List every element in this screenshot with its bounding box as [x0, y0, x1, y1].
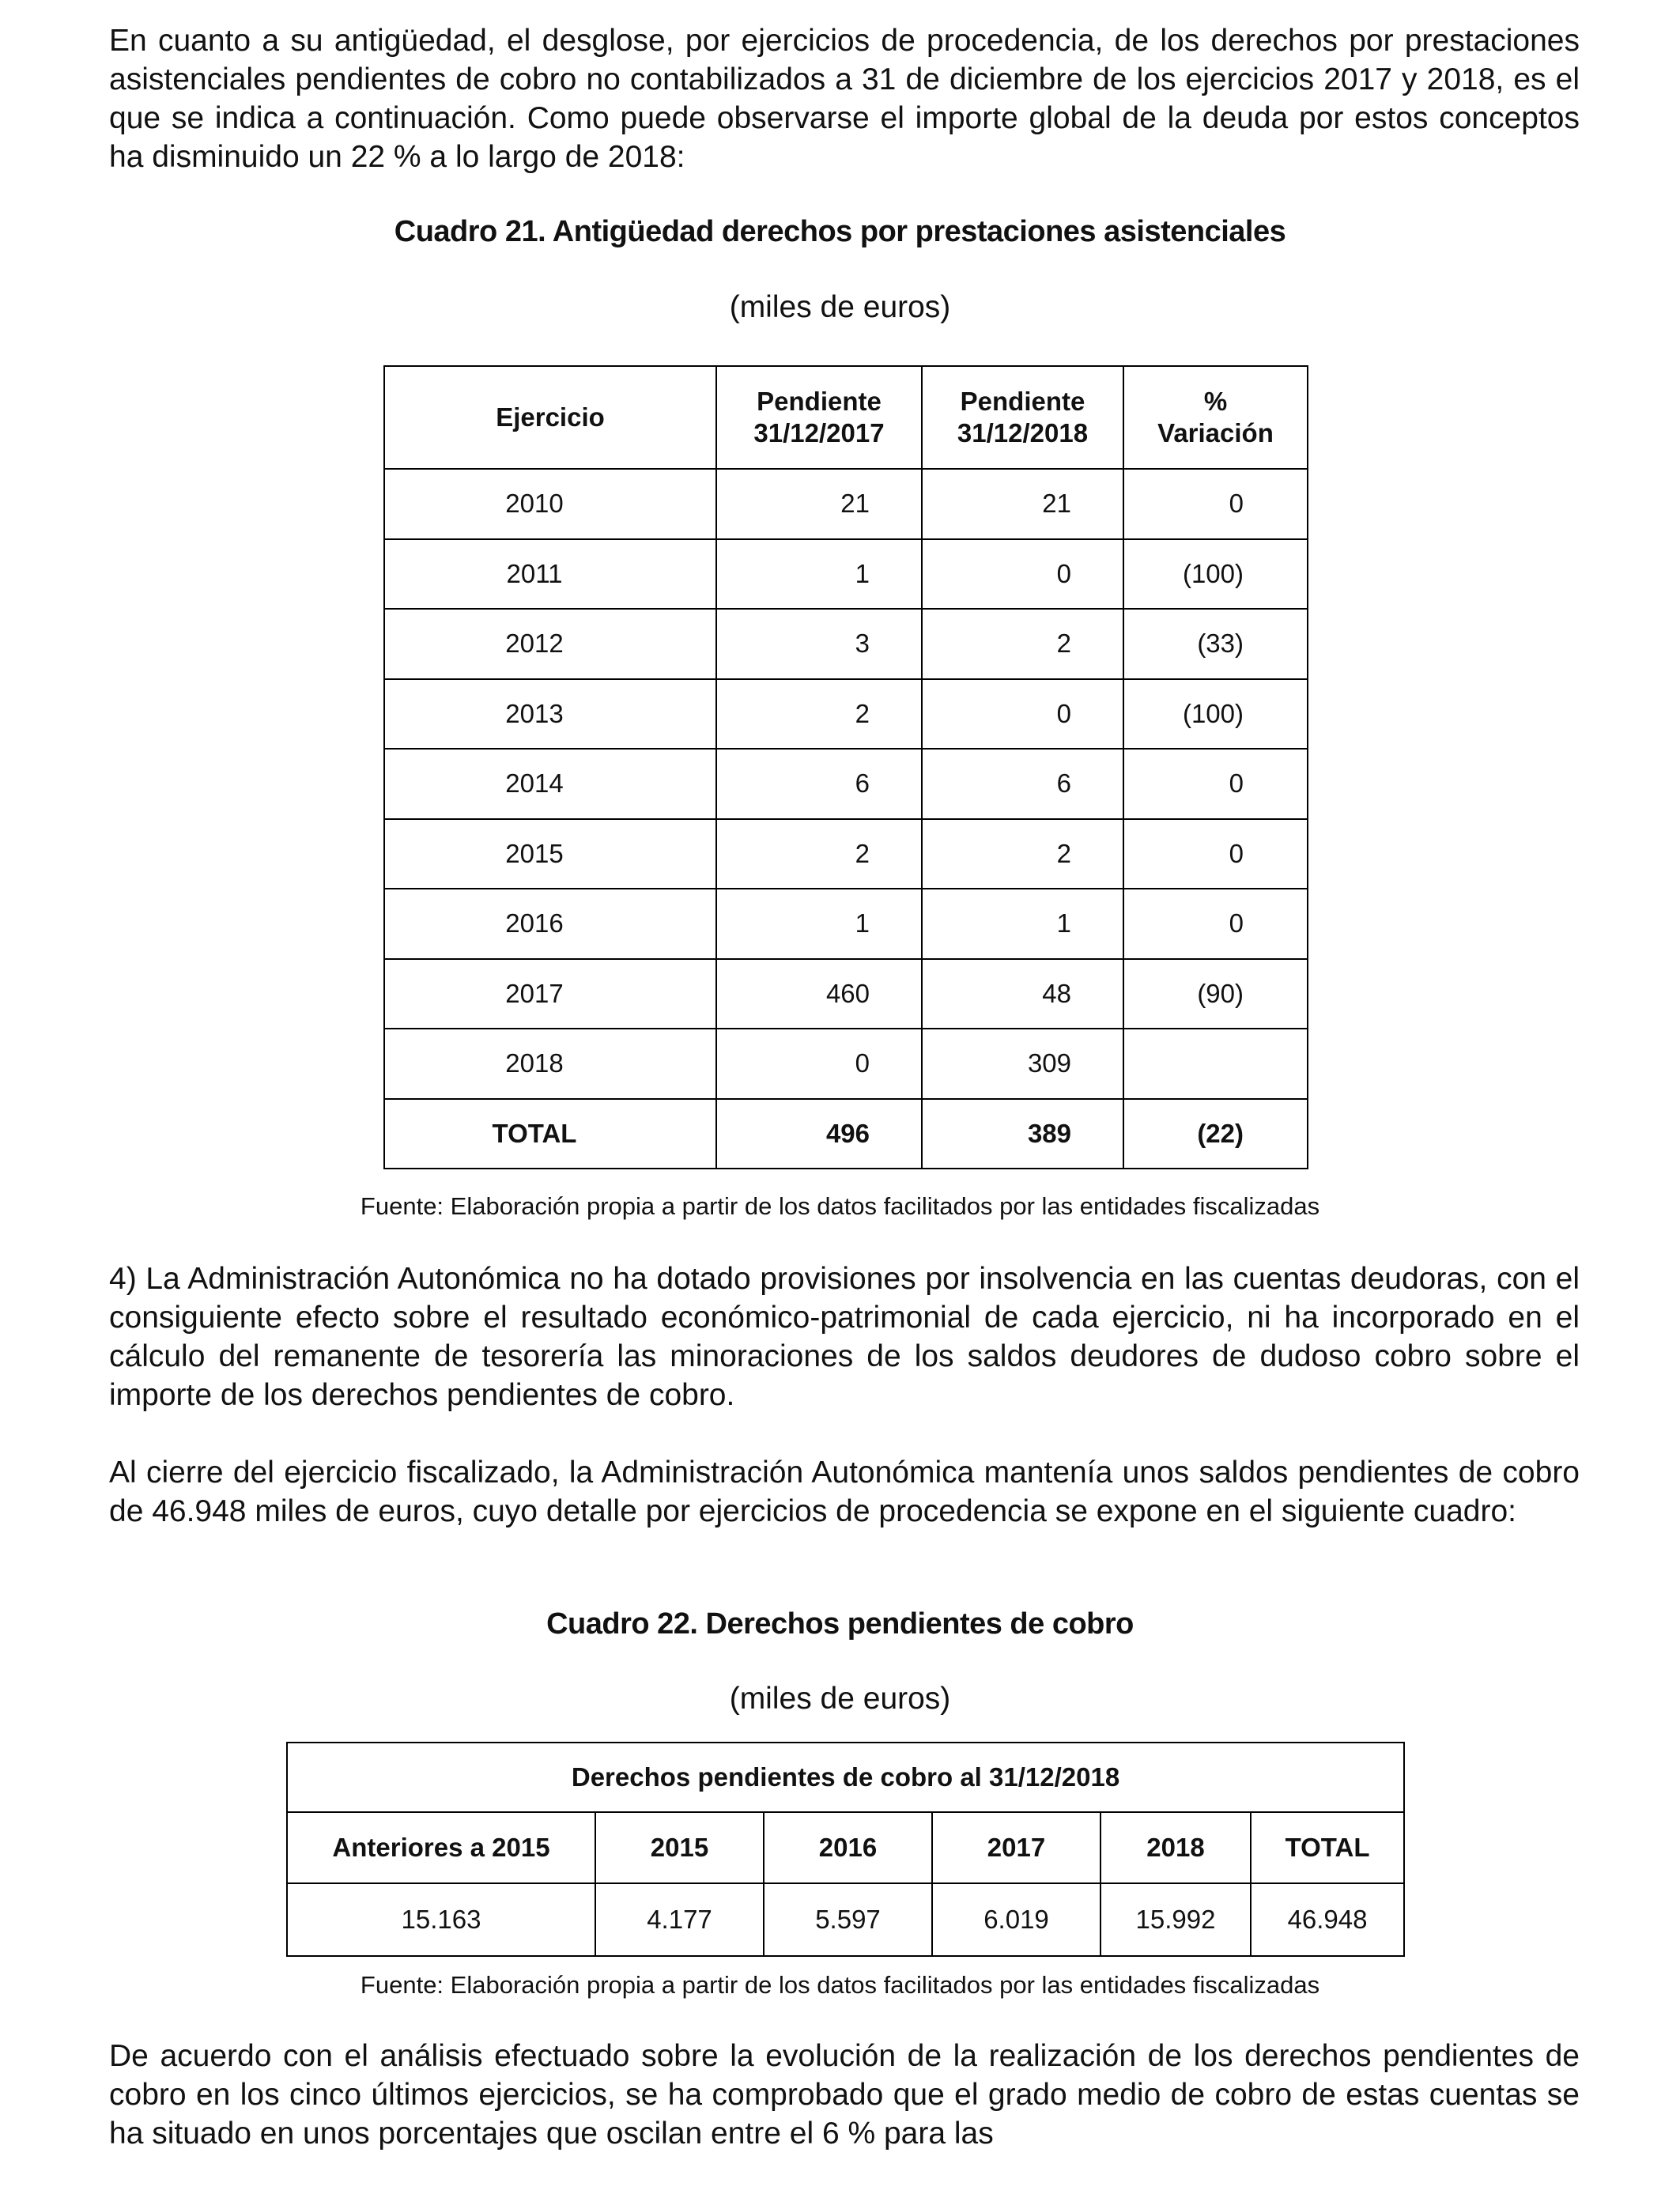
cell-variacion: 0 [1123, 749, 1308, 819]
header-pendiente-2017-line2: 31/12/2017 [753, 418, 885, 447]
cell-year: 2017 [384, 959, 716, 1029]
table-row [384, 819, 1308, 889]
cell-pendiente-2018: 21 [922, 469, 1123, 539]
cell-pendiente-2017: 460 [716, 959, 922, 1029]
cell-pendiente-2018: 2 [922, 819, 1123, 889]
header-variacion [1123, 366, 1308, 469]
cell-pendiente-2018: 309 [922, 1029, 1123, 1099]
cell-pendiente-2017: 2 [716, 679, 922, 750]
cell-2016: 5.597 [764, 1883, 932, 1956]
header-variacion-line2: Variación [1157, 418, 1274, 447]
cell-pendiente-2017: 21 [716, 469, 922, 539]
table-row [384, 959, 1308, 1029]
table22-group-header-row [287, 1743, 1404, 1812]
cell-pendiente-2018: 0 [922, 679, 1123, 750]
header-pendiente-2017 [716, 366, 922, 469]
cell-pendiente-2018: 48 [922, 959, 1123, 1029]
header-pendiente-2018-line1: Pendiente [960, 387, 1085, 416]
cell-total-variacion: (22) [1123, 1099, 1308, 1169]
cell-pendiente-2017: 0 [716, 1029, 922, 1099]
cell-total: 46.948 [1251, 1883, 1404, 1956]
cell-total-label: TOTAL [384, 1099, 716, 1169]
table-row [287, 1883, 1404, 1956]
cell-2018: 15.992 [1100, 1883, 1251, 1956]
cell-year: 2018 [384, 1029, 716, 1099]
table-row [384, 609, 1308, 679]
cell-variacion [1123, 1029, 1308, 1099]
table21-source: Fuente: Elaboración propia a partir de los datos facilitados por las entidades fiscalizadas [360, 1192, 1320, 1220]
intro-paragraph: En cuanto a su antigüedad, el desglose, por ejercicios de procedencia, de los derechos por prestaciones asistenciales pendientes de cobro no contabilizados a 31 de diciembre de los ejercicios 2017 y 2018, es el que se indica a continuación. Como puede observarse el importe global de la deuda por estos conceptos ha disminuido un 22 % a lo largo de 2018: [109, 24, 1580, 174]
cell-pendiente-2017: 1 [716, 539, 922, 610]
header-ejercicio [384, 366, 716, 469]
cell-year: 2011 [384, 539, 716, 610]
cell-pendiente-2017: 1 [716, 889, 922, 959]
cell-variacion: (100) [1123, 539, 1308, 610]
table-row [384, 749, 1308, 819]
cell-pendiente-2018: 6 [922, 749, 1123, 819]
table21-units: (miles de euros) [729, 290, 951, 324]
cell-year: 2012 [384, 609, 716, 679]
header-2018: 2018 [1100, 1812, 1251, 1883]
header-pendiente-2018 [922, 366, 1123, 469]
header-total: TOTAL [1251, 1812, 1404, 1883]
table-row [384, 1029, 1308, 1099]
table21-total-row [384, 1099, 1308, 1169]
header-anteriores-2015: Anteriores a 2015 [287, 1812, 595, 1883]
cell-anteriores-2015: 15.163 [287, 1883, 595, 1956]
cell-pendiente-2018: 1 [922, 889, 1123, 959]
table21-caption: Cuadro 21. Antigüedad derechos por prestaciones asistenciales [394, 215, 1286, 248]
cell-pendiente-2018: 2 [922, 609, 1123, 679]
analysis-paragraph: De acuerdo con el análisis efectuado sobre la evolución de la realización de los derechos pendientes de cobro en los cinco últimos ejercicios, se ha comprobado que el grado medio de cobro de estas cuentas se ha situado en unos porcentajes que oscilan entre el 6 % para las [109, 2039, 1580, 2151]
cell-2015: 4.177 [595, 1883, 764, 1956]
provisions-paragraph: 4) La Administración Autonómica no ha dotado provisiones por insolvencia en las cuentas deudoras, con el consiguiente efecto sobre el resultado económico-patrimonial de cada ejercicio, ni ha incorporado en el cálculo del remanente de tesorería las minoraciones de los saldos deudores de dudoso cobro sobre el importe de los derechos pendientes de cobro. [109, 1262, 1580, 1412]
header-pendiente-2018-line2: 31/12/2018 [957, 418, 1089, 447]
table22-group-header: Derechos pendientes de cobro al 31/12/2018 [287, 1743, 1404, 1812]
table-row [384, 889, 1308, 959]
cell-year: 2013 [384, 679, 716, 750]
header-2017: 2017 [932, 1812, 1100, 1883]
table22-caption: Cuadro 22. Derechos pendientes de cobro [546, 1607, 1134, 1641]
table22-source: Fuente: Elaboración propia a partir de los datos facilitados por las entidades fiscalizadas [360, 1971, 1320, 1999]
cell-variacion: (33) [1123, 609, 1308, 679]
table-row [384, 539, 1308, 610]
table21-header-row [384, 366, 1308, 469]
table22-header-row [287, 1812, 1404, 1883]
balances-paragraph: Al cierre del ejercicio fiscalizado, la Administración Autonómica mantenía unos saldos pendientes de cobro de 46.948 miles de euros, cuyo detalle por ejercicios de procedencia se expone en el siguiente cuadro: [109, 1456, 1580, 1528]
cell-pendiente-2017: 3 [716, 609, 922, 679]
cell-2017: 6.019 [932, 1883, 1100, 1956]
cell-variacion: 0 [1123, 469, 1308, 539]
cell-total-pendiente-2017: 496 [716, 1099, 922, 1169]
cell-variacion: 0 [1123, 889, 1308, 959]
table21-antiguedad [383, 365, 1308, 1169]
cell-variacion: 0 [1123, 819, 1308, 889]
cell-year: 2010 [384, 469, 716, 539]
header-ejercicio-label: Ejercicio [496, 402, 605, 432]
cell-pendiente-2018: 0 [922, 539, 1123, 610]
cell-year: 2015 [384, 819, 716, 889]
cell-pendiente-2017: 6 [716, 749, 922, 819]
header-2015: 2015 [595, 1812, 764, 1883]
header-2016: 2016 [764, 1812, 932, 1883]
table22-units: (miles de euros) [729, 1682, 951, 1716]
cell-pendiente-2017: 2 [716, 819, 922, 889]
table22-derechos-pendientes [286, 1742, 1405, 1957]
cell-variacion: (90) [1123, 959, 1308, 1029]
table-row [384, 679, 1308, 750]
cell-year: 2016 [384, 889, 716, 959]
cell-year: 2014 [384, 749, 716, 819]
header-variacion-line1: % [1203, 387, 1228, 416]
table-row [384, 469, 1308, 539]
cell-variacion: (100) [1123, 679, 1308, 750]
header-pendiente-2017-line1: Pendiente [757, 387, 882, 416]
cell-total-pendiente-2018: 389 [922, 1099, 1123, 1169]
